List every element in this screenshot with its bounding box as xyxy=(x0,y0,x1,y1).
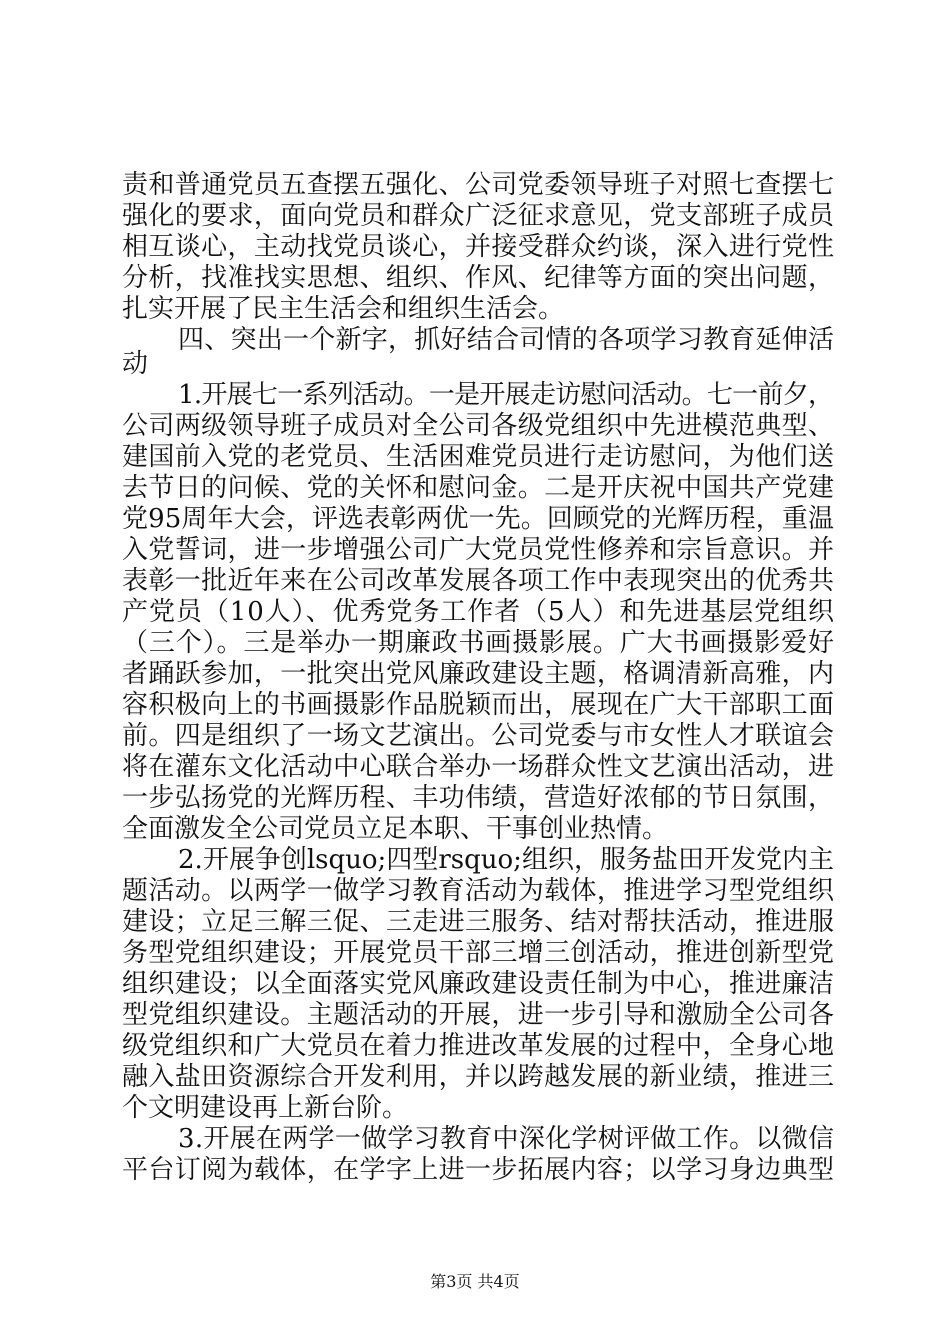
text-line: 产党员（10人）、优秀党务工作者（5人）和先进基层党组织 xyxy=(122,597,835,627)
document-body xyxy=(122,170,834,1186)
text-line: 平台订阅为载体，在学字上进一步拓展内容；以学习身边典型 xyxy=(122,1155,835,1185)
text-line: 融入盐田资源综合开发利用，并以跨越发展的新业绩，推进三 xyxy=(122,1062,835,1092)
heading-line: 四、突出一个新字，抓好结合司情的各项学习教育延伸活 xyxy=(178,325,835,355)
text-line: 入党誓词，进一步增强公司广大党员党性修养和宗旨意识。并 xyxy=(122,535,835,565)
text-line: 个文明建设再上新台阶。 xyxy=(122,1093,409,1123)
text-line: 分析，找准找实思想、组织、作风、纪律等方面的突出问题， xyxy=(122,263,835,293)
text-line: 级党组织和广大党员在着力推进改革发展的过程中，全身心地 xyxy=(122,1031,835,1061)
heading-line: 动 xyxy=(122,349,149,379)
section-heading-four xyxy=(122,325,834,380)
text-line: 去节日的问候、党的关怀和慰问金。二是开庆祝中国共产党建 xyxy=(122,473,835,503)
text-line: 表彰一批近年来在公司改革发展各项工作中表现突出的优秀共 xyxy=(122,566,835,596)
text-line: 题活动。以两学一做学习教育活动为载体，推进学习型党组织 xyxy=(122,876,835,906)
page-footer: 第3页 共4页 xyxy=(430,1272,520,1291)
text-line: 组织建设；以全面落实党风廉政建设责任制为中心，推进廉洁 xyxy=(122,969,835,999)
text-line: 前。四是组织了一场文艺演出。公司党委与市女性人才联谊会 xyxy=(122,721,835,751)
text-line: 公司两级领导班子成员对全公司各级党组织中先进模范典型、 xyxy=(122,411,835,441)
text-line: 党95周年大会，评选表彰两优一先。回顾党的光辉历程，重温 xyxy=(122,504,835,534)
text-line: 容积极向上的书画摄影作品脱颖而出，展现在广大干部职工面 xyxy=(122,690,835,720)
text-line: 责和普通党员五查摆五强化、公司党委领导班子对照七查摆七 xyxy=(122,170,835,200)
paragraph-item-3 xyxy=(122,1124,834,1186)
text-line: 型党组织建设。主题活动的开展，进一步引导和激励全公司各 xyxy=(122,1000,835,1030)
text-line: 全面激发全公司党员立足本职、干事创业热情。 xyxy=(122,814,669,844)
text-line: 务型党组织建设；开展党员干部三增三创活动，推进创新型党 xyxy=(122,938,835,968)
text-line: 一步弘扬党的光辉历程、丰功伟绩，营造好浓郁的节日氛围， xyxy=(122,783,835,813)
text-line: （三个）。三是举办一期廉政书画摄影展。广大书画摄影爱好 xyxy=(122,628,835,658)
paragraph-continuation xyxy=(122,170,834,325)
text-line: 2.开展争创lsquo;四型rsquo;组织，服务盐田开发党内主 xyxy=(178,845,835,875)
text-line: 3.开展在两学一做学习教育中深化学树评做工作。以微信 xyxy=(178,1124,835,1154)
text-line: 者踊跃参加，一批突出党风廉政建设主题，格调清新高雅，内 xyxy=(122,659,835,689)
paragraph-item-1 xyxy=(122,380,834,845)
text-line: 1.开展七一系列活动。一是开展走访慰问活动。七一前夕， xyxy=(178,380,834,410)
text-line: 建设；立足三解三促、三走进三服务、结对帮扶活动，推进服 xyxy=(122,907,835,937)
text-line: 强化的要求，面向党员和群众广泛征求意见，党支部班子成员 xyxy=(122,201,835,231)
text-line: 扎实开展了民主生活会和组织生活会。 xyxy=(122,294,565,324)
text-line: 建国前入党的老党员、生活困难党员进行走访慰问，为他们送 xyxy=(122,442,835,472)
paragraph-item-2 xyxy=(122,845,834,1124)
text-line: 将在灌东文化活动中心联合举办一场群众性文艺演出活动，进 xyxy=(122,752,835,782)
text-line: 相互谈心，主动找党员谈心，并接受群众约谈，深入进行党性 xyxy=(122,232,835,262)
